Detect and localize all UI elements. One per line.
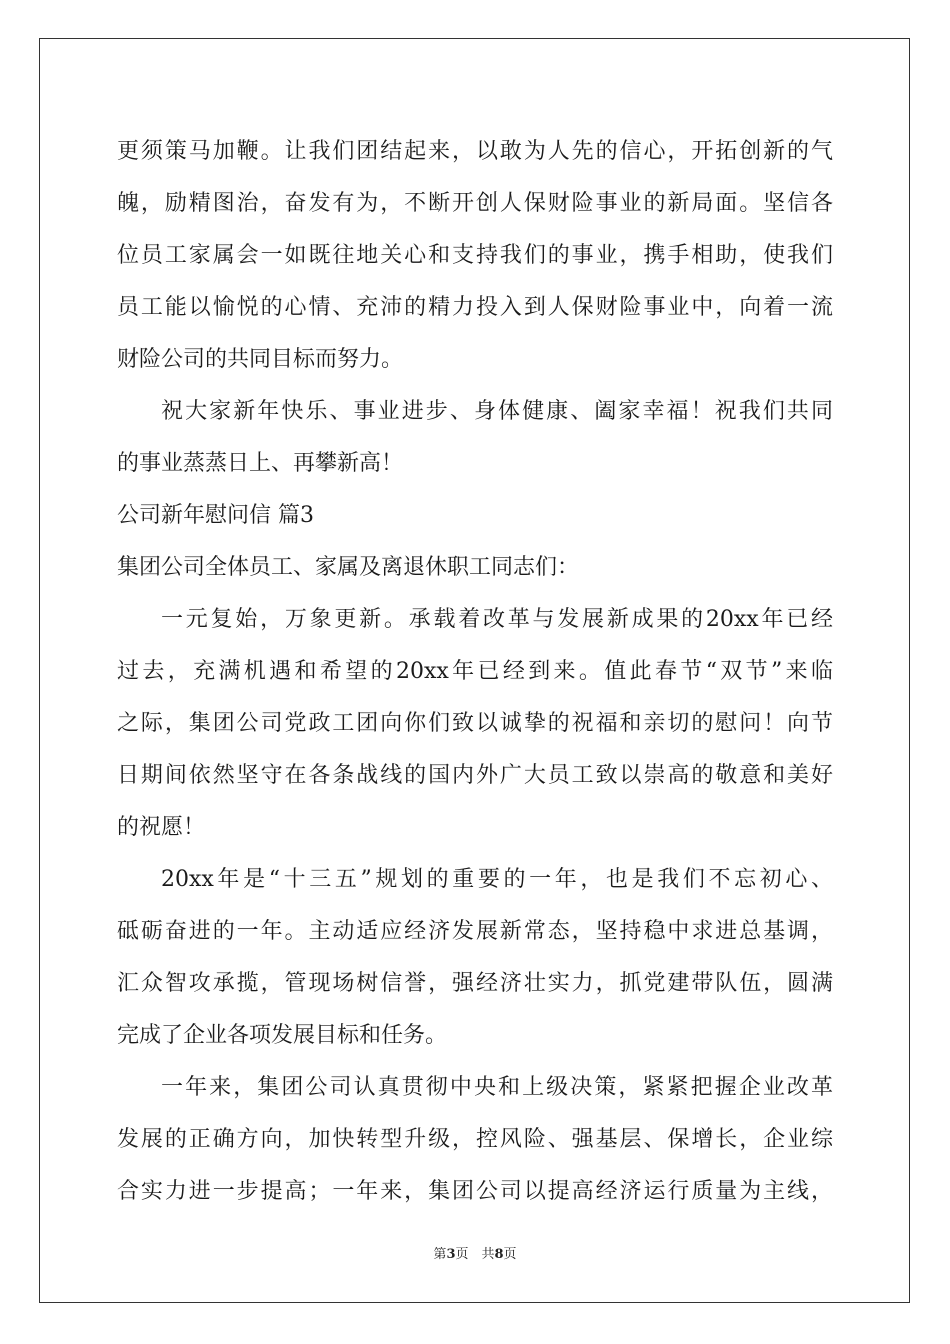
text-line: 魄，励精图治，奋发有为，不断开创人保财险事业的新局面。坚信各 — [117, 191, 833, 216]
salutation: 集团公司全体员工、家属及离退休职工同志们： — [117, 555, 580, 580]
text-line: 位员工家属会一如既往地关心和支持我们的事业，携手相助，使我们 — [117, 243, 833, 268]
text-line: 祝大家新年快乐、事业进步、身体健康、阖家幸福！祝我们共同 — [161, 399, 833, 424]
text-line: 更须策马加鞭。让我们团结起来，以敢为人先的信心，开拓创新的气 — [117, 139, 833, 164]
text-line: 员工能以愉悦的心情、充沛的精力投入到人保财险事业中，向着一流 — [117, 295, 833, 320]
text-line: 一年来，集团公司认真贯彻中央和上级决策，紧紧把握企业改革 — [161, 1075, 833, 1100]
section-heading: 公司新年慰问信 篇3 — [117, 503, 314, 528]
text-line: 的祝愿！ — [117, 815, 206, 840]
text-line: 20xx年是“十三五”规划的重要的一年，也是我们不忘初心、 — [161, 867, 833, 892]
text-line: 完成了企业各项发展目标和任务。 — [117, 1023, 448, 1048]
page-middle: 页 共 — [455, 1247, 495, 1262]
text-line: 砥砺奋进的一年。主动适应经济发展新常态，坚持稳中求进总基调， — [117, 919, 833, 944]
page-suffix: 页 — [503, 1247, 517, 1262]
current-page-number: 3 — [446, 1247, 456, 1262]
text-line: 汇众智攻承揽，管现场树信誉，强经济壮实力，抓党建带队伍，圆满 — [117, 971, 833, 996]
total-page-number: 8 — [494, 1247, 504, 1262]
text-line: 发展的正确方向，加快转型升级，控风险、强基层、保增长，企业综 — [117, 1127, 833, 1152]
text-line: 过去，充满机遇和希望的20xx年已经到来。值此春节“双节”来临 — [117, 659, 833, 684]
document-body — [117, 126, 833, 1218]
text-line: 一元复始，万象更新。承载着改革与发展新成果的20xx年已经 — [161, 607, 833, 632]
text-line: 之际，集团公司党政工团向你们致以诚挚的祝福和亲切的慰问！向节 — [117, 711, 833, 736]
text-line: 合实力进一步提高；一年来，集团公司以提高经济运行质量为主线， — [117, 1179, 833, 1204]
page-prefix: 第 — [433, 1247, 447, 1262]
text-line: 日期间依然坚守在各条战线的国内外广大员工致以崇高的敬意和美好 — [117, 763, 833, 788]
text-line: 财险公司的共同目标而努力。 — [117, 347, 404, 372]
text-line: 的事业蒸蒸日上、再攀新高！ — [117, 451, 404, 476]
page-footer — [0, 1243, 950, 1262]
